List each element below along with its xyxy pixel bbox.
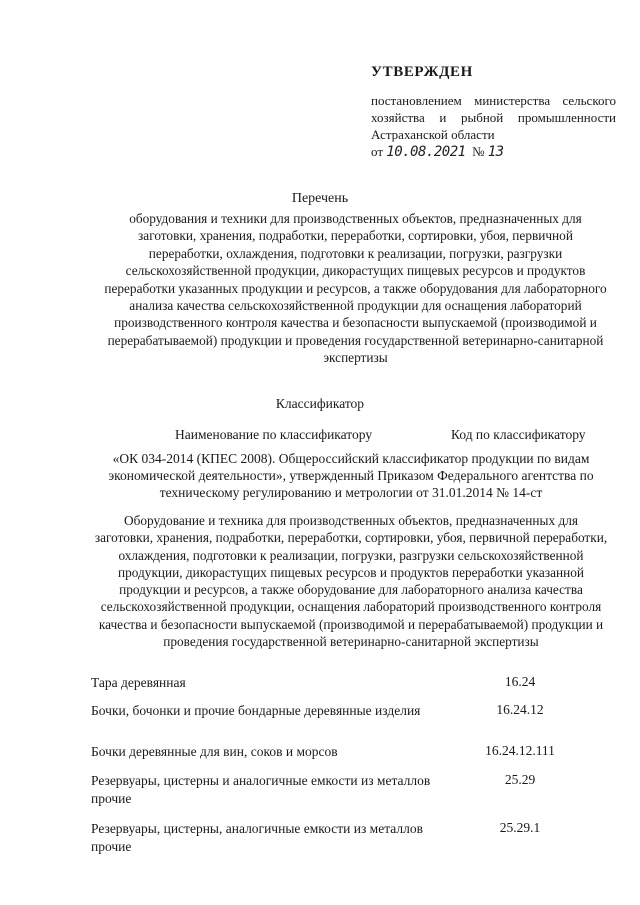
- approval-date-line: [371, 143, 616, 161]
- table-row-name: Резервуары, цистерны и аналогичные емкости из металлов прочие: [91, 773, 431, 806]
- table-row-name: Бочки, бочонки и прочие бондарные деревянные изделия: [91, 703, 421, 718]
- approval-block: [371, 92, 616, 161]
- approval-text: постановлением министерства сельского хозяйства и рыбной промышленности Астраханской области: [371, 93, 616, 142]
- date-prefix: от: [371, 144, 384, 159]
- table-row-name: Резервуары, цистерны, аналогичные емкости из металлов прочие: [91, 821, 423, 854]
- classifier-group-text: Оборудование и техника для производственных объектов, предназначенных для заготовки, хранения, подработки, переработки, сортировки, убоя, первичной переработки, охлаждения, подготовки к реализации, погрузки, разгрузки сельскохозяйственной продукции, дикорастущих пищевых ресурсов и продуктов переработки указанной продукции и ресурсов, а также оборудование для лабораторного анализа качества сельскохозяйственной продукции, оснащения лабораторий производственного контроля качества и безопасности выпускаемой (производимой и перерабатываемой) продукции и проведения государственной ветеринарно-санитарной экспертизы: [94, 513, 608, 650]
- table-row-code: 25.29: [504, 772, 536, 787]
- table-row-code: 16.24.12: [496, 702, 544, 717]
- table-row-code: 16.24: [504, 674, 536, 689]
- table-row-name: Бочки деревянные для вин, соков и морсов: [91, 744, 338, 759]
- classifier-heading: Классификатор: [275, 396, 365, 411]
- handwritten-number: 13: [487, 144, 504, 160]
- table-row-code: 16.24.12.111: [485, 743, 555, 758]
- column-header-code: Код по классификатору: [451, 427, 586, 442]
- approval-title: УТВЕРЖДЕН: [371, 64, 473, 80]
- column-header-name: Наименование по классификатору: [175, 427, 373, 442]
- table-row-code: 25.29.1: [499, 820, 541, 835]
- list-heading: Перечень: [291, 191, 349, 206]
- list-body: оборудования и техники для производственных объектов, предназначенных для заготовки, хранения, подработки, переработки, сортировки, убоя, первичной переработки, охлаждения, подготовки к реализации, погрузки, разгрузки сельскохозяйственной продукции, дикорастущих пищевых ресурсов и продуктов переработки указанных продукции и ресурсов, а также оборудования для лабораторного анализа качества сельскохозяйственной продукции для оснащения лабораторий производственного контроля качества и безопасности выпускаемой (производимой и перерабатываемой) продукции и проведения государственной ветеринарно-санитарной экспертизы: [104, 211, 607, 366]
- handwritten-date: 10.08.2021: [386, 144, 466, 160]
- classifier-source-text: «ОК 034-2014 (КПЕС 2008). Общероссийский классификатор продукции по видам экономической деятельности», утвержденный Приказом Федерального агентства по техническому регулированию и метрологии от 31.01.2014 № 14-ст: [108, 451, 594, 500]
- number-prefix: №: [472, 144, 485, 159]
- table-row-name: Тара деревянная: [91, 675, 186, 690]
